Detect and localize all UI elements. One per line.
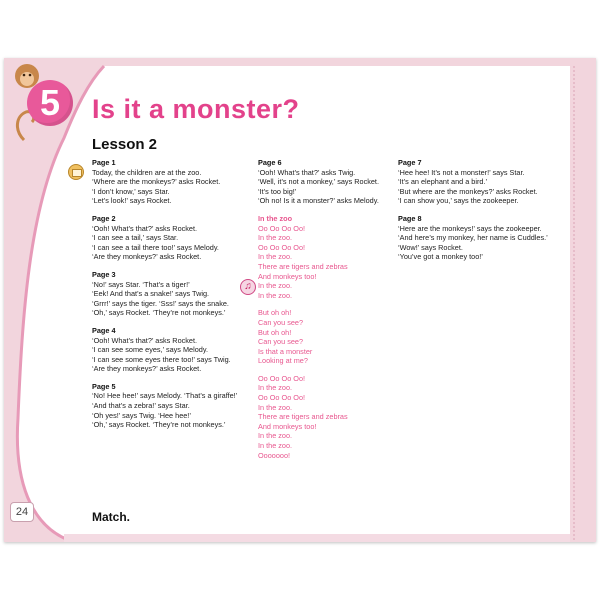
story-line: ‘I can see some eyes there too!’ says Twig.: [92, 354, 231, 364]
story-column-1: [92, 158, 242, 438]
lyric-line: Is that a monster: [258, 346, 313, 356]
lyric-line: In the zoo.: [258, 281, 293, 291]
story-page-heading: Page 2: [92, 213, 116, 223]
story-page-heading: Page 1: [92, 158, 116, 167]
story-line: ‘I don’t know,’ says Star.: [92, 186, 170, 196]
lyric-line: Oo Oo Oo Oo!: [258, 373, 306, 383]
song-stanza-3: [258, 374, 393, 460]
story-line: ‘I can see a tail,’ says Star.: [92, 233, 179, 243]
lyric-line: In the zoo.: [258, 290, 293, 300]
story-line: ‘And here’s my monkey, her name is Cuddles.’: [398, 233, 548, 243]
lyric-line: In the zoo.: [258, 233, 293, 243]
story-page-6: [258, 158, 393, 206]
page-number: 24: [10, 502, 34, 522]
story-page-2: [92, 214, 242, 262]
story-page-7: [398, 158, 573, 206]
lyric-line: Ooooooo!: [258, 450, 291, 460]
lyric-line: Oo Oo Oo Oo!: [258, 223, 306, 233]
lyric-line: There are tigers and zebras: [258, 261, 348, 271]
lyric-line: Looking at me?: [258, 356, 308, 366]
lyric-line: In the zoo.: [258, 441, 293, 451]
lyric-line: Can you see?: [258, 337, 304, 347]
book-spread: [4, 58, 596, 542]
story-page-heading: Page 4: [92, 325, 116, 335]
story-line: ‘Wow!’ says Rocket.: [398, 242, 463, 252]
story-line: ‘Oh no! Is it a monster?’ asks Melody.: [258, 196, 379, 206]
lyric-line: Oo Oo Oo Oo!: [258, 242, 306, 252]
story-line: ‘No! Hee hee!’ says Melody. ‘That’s a giraffe!’: [92, 391, 238, 401]
lyric-line: In the zoo.: [258, 252, 293, 262]
song-title: In the zoo: [258, 213, 293, 223]
song-lyrics: [258, 214, 393, 460]
story-page-4: [92, 326, 242, 374]
lyric-line: But oh oh!: [258, 308, 292, 318]
story-line: ‘But where are the monkeys?’ asks Rocket.: [398, 186, 538, 196]
story-line: ‘It’s an elephant and a bird.’: [398, 177, 488, 187]
story-line: ‘Oh yes!’ says Twig. ‘Hee hee!’: [92, 410, 191, 420]
story-line: ‘Are they monkeys?’ asks Rocket.: [92, 364, 202, 374]
story-page-8: [398, 214, 573, 262]
story-page-3: [92, 270, 242, 318]
story-line: ‘It’s too big!’: [258, 186, 297, 196]
story-page-heading: Page 7: [398, 158, 422, 167]
story-line: ‘Ooh! What’s that?’ asks Twig.: [258, 167, 356, 177]
story-line: ‘No!’ says Star. ‘That’s a tiger!’: [92, 279, 190, 289]
story-page-heading: Page 3: [92, 269, 116, 279]
story-column-3: [398, 158, 573, 270]
story-line: ‘Are they monkeys?’ asks Rocket.: [92, 252, 202, 262]
story-line: ‘Oh,’ says Rocket. ‘They’re not monkeys.’: [92, 420, 226, 430]
lyric-line: But oh oh!: [258, 327, 292, 337]
lyric-line: And monkeys too!: [258, 421, 317, 431]
footer-instruction: Match.: [92, 510, 131, 524]
lyric-line: There are tigers and zebras: [258, 412, 348, 422]
story-line: ‘Hee hee! It’s not a monster!’ says Star.: [398, 167, 525, 177]
story-line: ‘Ooh! What’s that?’ asks Rocket.: [92, 223, 198, 233]
story-page-1: [92, 158, 242, 206]
story-page-heading: Page 8: [398, 213, 422, 223]
story-line: ‘You’ve got a monkey too!’: [398, 252, 483, 262]
lyric-line: Oo Oo Oo Oo!: [258, 393, 306, 403]
story-page-heading: Page 5: [92, 381, 116, 391]
story-line: Today, the children are at the zoo.: [92, 167, 202, 177]
story-line: ‘Let’s look!’ says Rocket.: [92, 196, 172, 206]
story-page-5: [92, 382, 242, 430]
song-stanza-1: [258, 224, 393, 301]
story-line: ‘And that’s a zebra!’ says Star.: [92, 401, 190, 411]
story-line: ‘I can see some eyes,’ says Melody.: [92, 345, 208, 355]
lyric-line: And monkeys too!: [258, 271, 317, 281]
story-line: ‘Oh,’ says Rocket. ‘They’re not monkeys.’: [92, 308, 226, 318]
song-stanza-2: [258, 308, 393, 366]
story-line: ‘Eek! And that’s a snake!’ says Twig.: [92, 289, 210, 299]
story-line: ‘Well, it’s not a monkey,’ says Rocket.: [258, 177, 379, 187]
story-line: ‘I can show you,’ says the zookeeper.: [398, 196, 519, 206]
story-line: ‘Here are the monkeys!’ says the zookeeper.: [398, 223, 542, 233]
lesson-heading: Lesson 2: [92, 136, 158, 153]
lyric-line: In the zoo.: [258, 402, 293, 412]
story-line: ‘Grrr!’ says the tiger. ‘Sss!’ says the snake.: [92, 298, 229, 308]
lyric-line: In the zoo.: [258, 431, 293, 441]
story-column-2: [258, 158, 393, 468]
story-line: ‘Where are the monkeys?’ asks Rocket.: [92, 177, 221, 187]
lyric-line: Can you see?: [258, 317, 304, 327]
page-title: Is it a monster?: [92, 94, 300, 124]
unit-number-badge: 5: [27, 80, 73, 126]
music-note-icon[interactable]: ♫: [240, 279, 256, 295]
book-icon[interactable]: [68, 164, 84, 180]
lyric-line: In the zoo.: [258, 383, 293, 393]
story-line: ‘I can see a tail there too!’ says Melody.: [92, 242, 219, 252]
story-line: ‘Ooh! What’s that?’ asks Rocket.: [92, 335, 198, 345]
story-page-heading: Page 6: [258, 158, 282, 167]
